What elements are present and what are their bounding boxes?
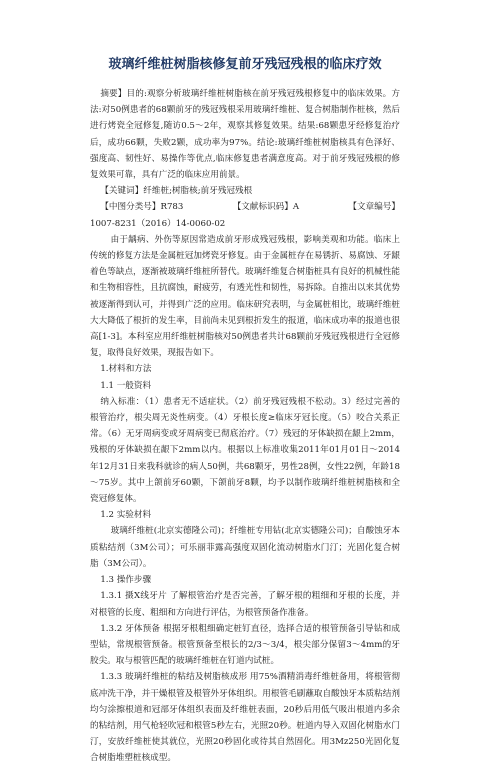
- section-heading-methods: 1.材料和方法: [100, 364, 152, 375]
- subsection-heading-materials: 1.2 实验材料: [100, 510, 152, 521]
- materials-text: 玻璃纤维桩(北京实德隆公司)；纤维桩专用钻(北京实德隆公司)；自酸蚀牙本质粘结剂（3M公司）；可乐丽菲露高强度双固化流动树脂水门汀；光固化复合树脂（3M公司）。: [90, 526, 400, 569]
- document-code: 【文献标识码】A: [232, 202, 300, 213]
- procedure-step-xray: 1.3.1 摄X线牙片 了解根管治疗是否完善，了解牙根的粗细和牙根的长度，并对根管的长度、粗细和方向进行评估，为根管预备作准备。: [90, 591, 400, 618]
- subsection-heading-general: 1.1 一般资料: [100, 380, 152, 391]
- general-info-text: 纳入标准：（1）患者无不适症状。（2）前牙残冠残根不松动。3）经过完善的根管治疗，根尖周无炎性病变。（4）牙根长度≥临床牙冠长度。（5）咬合关系正常。（6）无牙周病变或牙周病变已彻底治疗。（7）残冠的牙体缺损在龈上2mm，残根的牙体缺损在龈下2mm以内。根据以上标准收集2011年01月01日～2014年12月31日来我科就诊的病人50例，共68颗牙，男性28例，女性22例，年龄18～75岁。其中上颌前牙60颗，下颌前牙8颗，均予以制作玻璃纤维桩树脂核和全瓷冠修复体。: [90, 396, 400, 505]
- abstract: 摘要】目的:观察分析玻璃纤维桩树脂核在前牙残冠残根修复中的临床效果。方法:对50例患者的68颗前牙的残冠残根采用玻璃纤维桩、复合树脂制作桩核，然后进行烤瓷全冠修复,随访0.5～2年，观察其修复效果。结果:68颗患牙经修复治疗后，成功66颗，失败2颗，成功率为97%。结论:玻璃纤维桩树脂核具有色泽好、强度高、韧性好、易操作等优点,临床修复患者满意度高。对于前牙残冠残根的修复效果可靠，具有广泛的临床应用前景。: [90, 89, 400, 181]
- subsection-heading-procedure: 1.3 操作步骤: [100, 575, 152, 586]
- publication-meta: [90, 199, 400, 215]
- article-id-label: 【文章编号】: [348, 202, 400, 213]
- introduction: 由于龋病、外伤等原因常造成前牙形成残冠残根，影响美观和功能。临床上传统的修复方法是金属桩冠加烤瓷牙修复。由于金属桩存在易锈折、易腐蚀、牙龈着色等缺点，逐渐被玻璃纤维桩所替代。玻璃纤维复合树脂桩具有良好的机械性能和生物相容性，且抗腐蚀，耐疲劳，有透光性和韧性，易拆除。自推出以来其优势被逐渐得到认可，并得到广泛的应用。临床研究表明，与金属桩相比，玻璃纤维桩大大降低了根折的发生率，目前尚未见到根折发生的报道，临床成功率的报道也很高[1-3]。本科室应用纤维桩树脂核对50例患者共计68颗前牙残冠残根进行全冠修复，取得良好效果，现报告如下。: [90, 234, 400, 359]
- paper-title: 玻璃纤维桩树脂核修复前牙残冠残根的临床疗效: [108, 57, 382, 72]
- keywords: 【关键词】纤维桩;树脂核;前牙残冠残根: [100, 186, 253, 197]
- clc-number: 【中图分类号】R783: [100, 202, 184, 213]
- procedure-step-preparation: 1.3.2 牙体预备 根据牙根粗细确定桩钉直径，选择合适的根管预备引导钻和成型钻，常规根管预备。根管预备至根长的2/3～3/4，根尖部分保留3～4mm的牙胶尖。取与根管匹配的玻璃纤维桩在钉道内试桩。: [90, 623, 400, 667]
- article-id: 1007-8231（2016）14-0060-02: [90, 218, 226, 229]
- procedure-step-bonding: 1.3.3 玻璃纤维桩的粘结及树脂核成形 用75%酒精消毒纤维桩备用，将根管彻底冲洗干净，并干燥根管及根管外牙体组织。用根管毛刷蘸取自酸蚀牙本质粘结剂均匀涂擦根道和冠部牙体组织表面及纤维桩表面，20秒后用低气吸出根道内多余的粘结剂，用气枪轻吹冠和根管5秒左右，光照20秒。桩道内导入双固化树脂水门汀，安放纤维桩使其就位，光照20秒固化或待其自然固化。用3Mz250光固化复合树脂堆塑桩核成型。: [90, 672, 400, 764]
